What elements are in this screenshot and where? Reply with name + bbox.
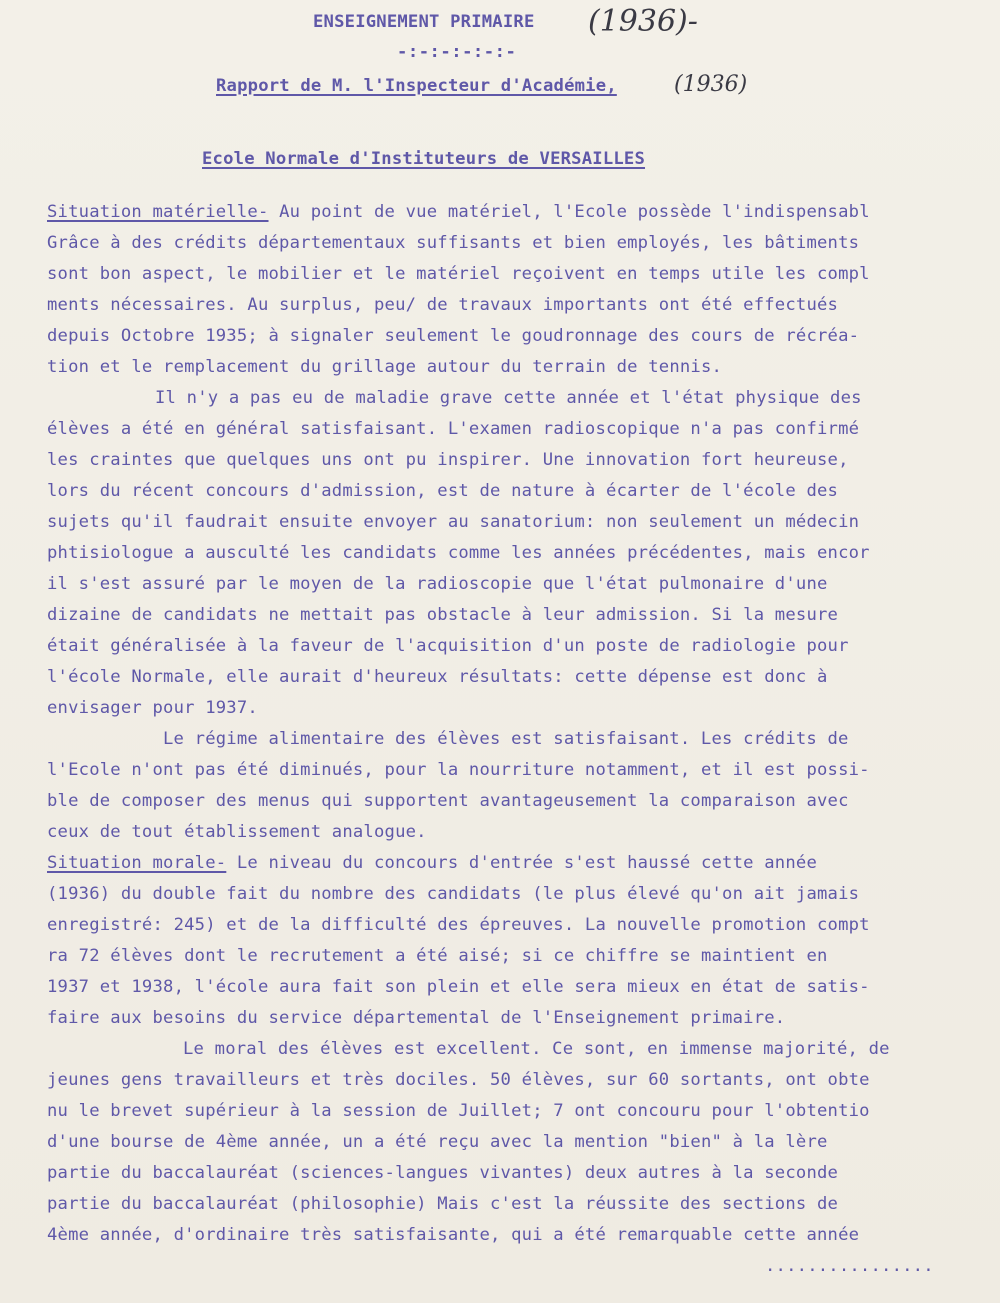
body-line: partie du baccalauréat (philosophie) Mais c'est la réussite des sections de <box>47 1194 839 1214</box>
body-line: lors du récent concours d'admission, est de nature à écarter de l'école des <box>47 481 839 501</box>
section-heading-materielle: Situation matérielle- <box>47 202 269 222</box>
body-line: 1937 et 1938, l'école aura fait son plein et elle sera mieux en état de satis- <box>47 977 870 997</box>
body-line: l'Ecole n'ont pas été diminués, pour la nourriture notamment, et il est possi- <box>47 760 870 780</box>
body-line: ra 72 élèves dont le recrutement a été aisé; si ce chiffre se maintient en <box>47 946 828 966</box>
body-line: Le moral des élèves est excellent. Ce sont, en immense majorité, de <box>183 1039 890 1059</box>
body-line: dizaine de candidats ne mettait pas obstacle à leur admission. Si la mesure <box>47 605 839 625</box>
body-line: sont bon aspect, le mobilier et le matériel reçoivent en temps utile les compl <box>47 264 870 284</box>
body-line: Il n'y a pas eu de maladie grave cette année et l'état physique des <box>155 388 862 408</box>
body-line: tion et le remplacement du grillage autour du terrain de tennis. <box>47 357 723 377</box>
body-line: ceux de tout établissement analogue. <box>47 822 427 842</box>
report-line: Rapport de M. l'Inspecteur d'Académie, <box>216 76 617 96</box>
body-line: enregistré: 245) et de la difficulté des épreuves. La nouvelle promotion compt <box>47 915 870 935</box>
section-heading-morale: Situation morale- <box>47 853 227 873</box>
body-line: (1936) du double fait du nombre des candidats (le plus élevé qu'on ait jamais <box>47 884 860 904</box>
body-line: partie du baccalauréat (sciences-langues vivantes) deux autres à la seconde <box>47 1163 839 1183</box>
body-line: les craintes que quelques uns ont pu inspirer. Une innovation fort heureuse, <box>47 450 849 470</box>
body-line: il s'est assuré par le moyen de la radioscopie que l'état pulmonaire d'une <box>47 574 828 594</box>
trailing-dots: ................ <box>765 1256 934 1276</box>
handwritten-report-year: (1936) <box>674 72 748 97</box>
school-title: Ecole Normale d'Instituteurs de VERSAILLES <box>202 149 646 169</box>
body-line: Le régime alimentaire des élèves est satisfaisant. Les crédits de <box>163 729 849 749</box>
header-separator: -:-:-:-:-:- <box>397 42 517 62</box>
body-line: Situation matérielle- Au point de vue matériel, l'Ecole possède l'indispensabl <box>47 202 870 222</box>
body-line: Grâce à des crédits départementaux suffisants et bien employés, les bâtiments <box>47 233 860 253</box>
body-line: sujets qu'il faudrait ensuite envoyer au sanatorium: non seulement un médecin <box>47 512 860 532</box>
body-line: 4ème année, d'ordinaire très satisfaisante, qui a été remarquable cette année <box>47 1225 860 1245</box>
body-line: faire aux besoins du service départemental de l'Enseignement primaire. <box>47 1008 786 1028</box>
body-line: jeunes gens travailleurs et très dociles. 50 élèves, sur 60 sortants, ont obte <box>47 1070 870 1090</box>
body-line: envisager pour 1937. <box>47 698 258 718</box>
body-line: Situation morale- Le niveau du concours d'entrée s'est haussé cette année <box>47 853 817 873</box>
body-line: était généralisée à la faveur de l'acquisition d'un poste de radiologie pour <box>47 636 849 656</box>
body-line: nu le brevet supérieur à la session de Juillet; 7 ont concouru pour l'obtentio <box>47 1101 870 1121</box>
body-line: ble de composer des menus qui supportent avantageusement la comparaison avec <box>47 791 849 811</box>
body-line: ments nécessaires. Au surplus, peu/ de travaux importants ont été effectués <box>47 295 839 315</box>
body-line: depuis Octobre 1935; à signaler seulement le goudronnage des cours de récréa- <box>47 326 860 346</box>
header-title: ENSEIGNEMENT PRIMAIRE <box>313 12 535 32</box>
body-line: l'école Normale, elle aurait d'heureux résultats: cette dépense est donc à <box>47 667 828 687</box>
handwritten-year-note: (1936)- <box>588 4 698 39</box>
body-line: phtisiologue a ausculté les candidats comme les années précédentes, mais encor <box>47 543 870 563</box>
body-line: élèves a été en général satisfaisant. L'examen radioscopique n'a pas confirmé <box>47 419 860 439</box>
body-line: d'une bourse de 4ème année, un a été reçu avec la mention "bien" à la lère <box>47 1132 828 1152</box>
